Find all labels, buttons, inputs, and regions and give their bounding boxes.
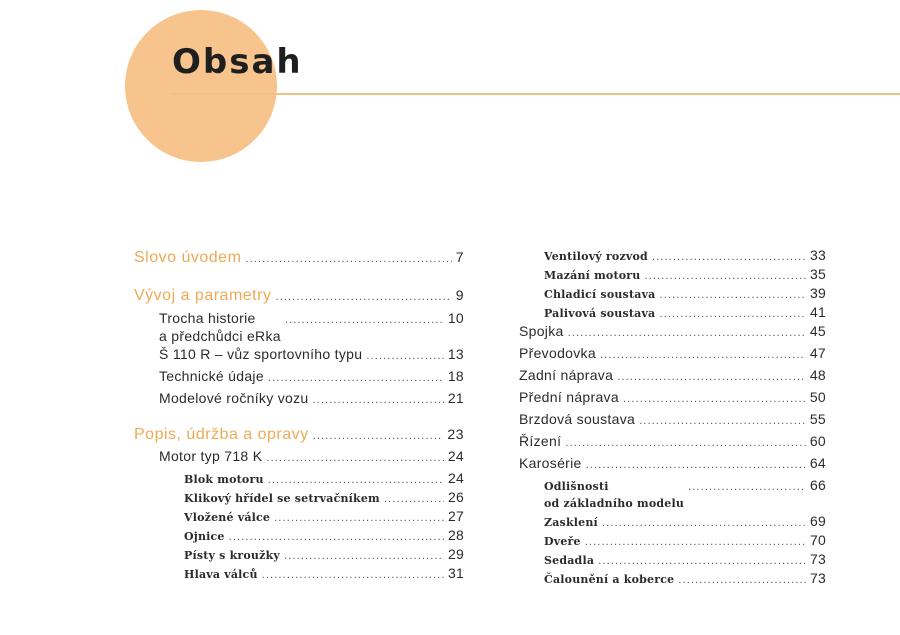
toc-leader-dots bbox=[659, 309, 806, 320]
toc-leader-dots bbox=[678, 575, 806, 586]
toc-entry-label: Ojnice bbox=[184, 530, 225, 543]
toc-leader-dots bbox=[600, 350, 806, 361]
toc-entry-page: 55 bbox=[809, 411, 826, 427]
toc-entry-calouneni[interactable] bbox=[519, 570, 826, 589]
toc-leader-dots bbox=[565, 438, 806, 449]
toc-entry-vyvoj-a-parametry[interactable] bbox=[134, 287, 464, 309]
toc-entry-zaskleni[interactable] bbox=[519, 513, 826, 532]
toc-entry-chladici-soustava[interactable] bbox=[519, 285, 826, 304]
toc-leader-dots bbox=[366, 351, 444, 362]
toc-leader-dots bbox=[585, 537, 806, 548]
toc-leader-dots bbox=[285, 312, 444, 330]
toc-entry-modelove-rocniky[interactable] bbox=[134, 390, 464, 412]
toc-entry-label-line: od základního modelu bbox=[544, 497, 685, 510]
toc-leader-dots bbox=[229, 532, 444, 543]
toc-leader-dots bbox=[568, 328, 806, 339]
toc-entry-label: Ventilový rozvod bbox=[544, 250, 648, 263]
toc-entry-page: 29 bbox=[448, 546, 464, 562]
toc-entry-page: 45 bbox=[809, 323, 826, 339]
toc-entry-page: 39 bbox=[810, 285, 826, 301]
toc-leader-dots bbox=[274, 513, 444, 524]
toc-entry-label: Klikový hřídel se setrvačníkem bbox=[184, 492, 380, 505]
toc-entry-karoserie[interactable] bbox=[519, 455, 826, 477]
toc-entry-label: Vývoj a parametry bbox=[134, 287, 272, 304]
toc-entry-page: 69 bbox=[810, 513, 826, 529]
toc-entry-blok-motoru[interactable] bbox=[134, 470, 464, 489]
toc-entry-page: 27 bbox=[448, 508, 464, 524]
toc-column-right bbox=[519, 247, 826, 589]
toc-entry-page: 33 bbox=[810, 247, 826, 263]
toc-entry-label: Palivová soustava bbox=[544, 307, 656, 320]
toc-entry-label: Spojka bbox=[519, 323, 564, 339]
toc-leader-dots bbox=[262, 570, 444, 581]
toc-entry-label: Š 110 R – vůz sportovního typu bbox=[159, 346, 363, 362]
toc-entry-page: 47 bbox=[809, 345, 826, 361]
toc-entry-brzdova-soustava[interactable] bbox=[519, 411, 826, 433]
toc-entry-label: Převodovka bbox=[519, 345, 596, 361]
toc-leader-dots bbox=[384, 494, 444, 505]
toc-leader-dots bbox=[688, 479, 806, 496]
toc-entry-label bbox=[159, 309, 281, 345]
toc-entry-page: 60 bbox=[809, 433, 826, 449]
toc-entry-label: Blok motoru bbox=[184, 473, 264, 486]
toc-entry-zadni-naprava[interactable] bbox=[519, 367, 826, 389]
toc-entry-label-line: Trocha historie bbox=[159, 310, 256, 326]
toc-entry-odlisnosti[interactable] bbox=[519, 477, 826, 513]
toc-leader-dots bbox=[659, 290, 806, 301]
toc-entry-page: 64 bbox=[809, 455, 826, 471]
toc-entry-label: Chladicí soustava bbox=[544, 288, 656, 301]
toc-leader-dots bbox=[312, 395, 443, 406]
toc-entry-label: Modelové ročníky vozu bbox=[159, 390, 309, 406]
toc-entry-label-line: Odlišnosti bbox=[544, 480, 609, 493]
toc-entry-label: Dveře bbox=[544, 535, 581, 548]
toc-entry-predni-naprava[interactable] bbox=[519, 389, 826, 411]
toc-entry-technicke-udaje[interactable] bbox=[134, 368, 464, 390]
toc-leader-dots bbox=[284, 551, 444, 562]
toc-entry-page: 10 bbox=[447, 310, 464, 326]
toc-entry-label: Sedadla bbox=[544, 554, 595, 567]
toc-entry-prevodovka[interactable] bbox=[519, 345, 826, 367]
toc-entry-dvere[interactable] bbox=[519, 532, 826, 551]
toc-entry-page: 48 bbox=[809, 367, 826, 383]
toc-entry-page: 24 bbox=[448, 470, 464, 486]
toc-entry-klikovy-hridel[interactable] bbox=[134, 489, 464, 508]
toc-entry-page: 31 bbox=[448, 565, 464, 581]
toc-entry-page: 13 bbox=[447, 346, 464, 362]
toc-entry-label: Brzdová soustava bbox=[519, 411, 636, 427]
toc-entry-label: Čalounění a koberce bbox=[544, 573, 675, 586]
toc-entry-page: 41 bbox=[810, 304, 826, 320]
toc-entry-page: 7 bbox=[455, 249, 464, 265]
toc-leader-dots bbox=[586, 460, 806, 471]
toc-leader-dots bbox=[266, 453, 443, 464]
toc-entry-ojnice[interactable] bbox=[134, 527, 464, 546]
toc-entry-page: 28 bbox=[448, 527, 464, 543]
toc-entry-popis-udrzba[interactable] bbox=[134, 426, 464, 448]
toc-leader-dots bbox=[313, 431, 444, 442]
toc-entry-page: 26 bbox=[448, 489, 464, 505]
toc-entry-page: 70 bbox=[810, 532, 826, 548]
toc-entry-page: 50 bbox=[809, 389, 826, 405]
toc-entry-palivova-soustava[interactable] bbox=[519, 304, 826, 323]
toc-entry-page: 18 bbox=[447, 368, 464, 384]
toc-entry-label: Slovo úvodem bbox=[134, 249, 242, 266]
toc-entry-label: Mazání motoru bbox=[544, 269, 641, 282]
toc-entry-label: Písty s kroužky bbox=[184, 549, 280, 562]
toc-column-left bbox=[134, 249, 464, 584]
title-rule bbox=[172, 93, 900, 95]
toc-entry-label: Motor typ 718 K bbox=[159, 448, 263, 464]
toc-leader-dots bbox=[644, 271, 806, 282]
toc-entry-label: Karosérie bbox=[519, 455, 582, 471]
toc-entry-label: Zasklení bbox=[544, 516, 598, 529]
toc-entry-ventilovy-rozvod[interactable] bbox=[519, 247, 826, 266]
toc-entry-page: 23 bbox=[447, 426, 464, 442]
toc-entry-page: 21 bbox=[447, 390, 464, 406]
toc-leader-dots bbox=[623, 394, 806, 405]
toc-leader-dots bbox=[639, 416, 806, 427]
toc-entry-trocha-historie[interactable] bbox=[134, 309, 464, 346]
toc-entry-vlozene-valce[interactable] bbox=[134, 508, 464, 527]
toc-entry-label: Zadní náprava bbox=[519, 367, 614, 383]
toc-entry-label: Přední náprava bbox=[519, 389, 619, 405]
toc-entry-label bbox=[544, 478, 684, 512]
toc-entry-page: 35 bbox=[810, 266, 826, 282]
toc-leader-dots bbox=[617, 372, 806, 383]
toc-entry-hlava-valcu[interactable] bbox=[134, 565, 464, 584]
toc-entry-label: Technické údaje bbox=[159, 368, 264, 384]
toc-entry-s110r[interactable] bbox=[134, 346, 464, 368]
toc-leader-dots bbox=[602, 518, 806, 529]
toc-leader-dots bbox=[268, 373, 444, 384]
page-title: Obsah bbox=[172, 42, 303, 82]
toc-entry-rizeni[interactable] bbox=[519, 433, 826, 455]
toc-entry-page: 66 bbox=[810, 477, 826, 493]
toc-leader-dots bbox=[275, 292, 451, 303]
decorative-circle bbox=[125, 10, 277, 162]
toc-entry-label: Vložené válce bbox=[184, 511, 271, 524]
toc-entry-sedadla[interactable] bbox=[519, 551, 826, 570]
toc-leader-dots bbox=[268, 475, 444, 486]
toc-entry-page: 24 bbox=[447, 448, 464, 464]
toc-entry-label: Popis, údržba a opravy bbox=[134, 426, 309, 443]
toc-entry-pisty[interactable] bbox=[134, 546, 464, 565]
toc-entry-mazani-motoru[interactable] bbox=[519, 266, 826, 285]
toc-entry-page: 73 bbox=[810, 570, 826, 586]
toc-leader-dots bbox=[245, 254, 451, 265]
toc-entry-page: 73 bbox=[810, 551, 826, 567]
toc-entry-label: Řízení bbox=[519, 433, 562, 449]
toc-entry-page: 9 bbox=[455, 287, 464, 303]
toc-leader-dots bbox=[598, 556, 806, 567]
toc-entry-label-line: a předchůdci eRka bbox=[159, 328, 281, 344]
toc-entry-motor[interactable] bbox=[134, 448, 464, 470]
toc-entry-slovo-uvodem[interactable] bbox=[134, 249, 464, 271]
toc-entry-spojka[interactable] bbox=[519, 323, 826, 345]
toc-entry-label: Hlava válců bbox=[184, 568, 258, 581]
toc-leader-dots bbox=[652, 252, 806, 263]
